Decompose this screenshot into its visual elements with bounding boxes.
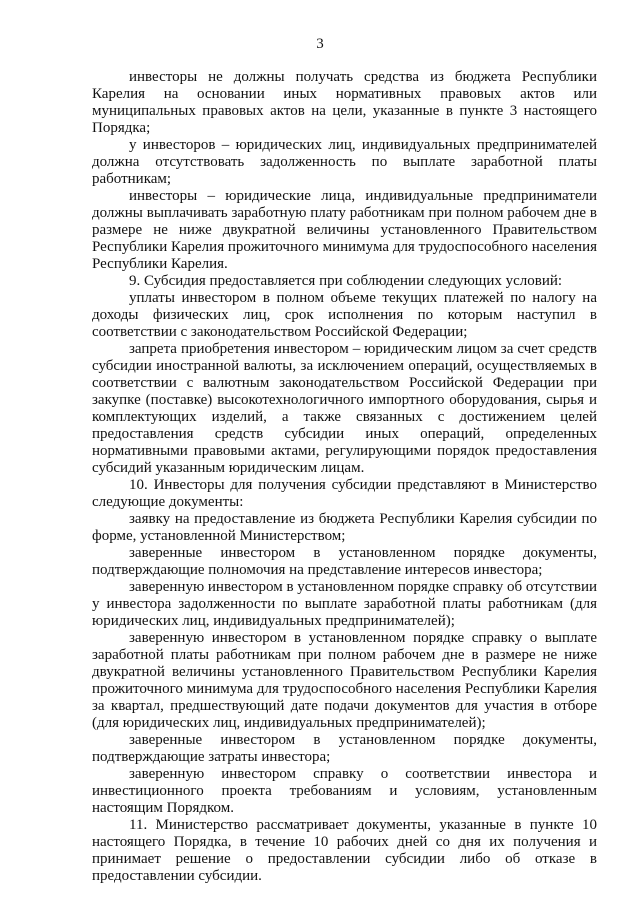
paragraph: инвесторы не должны получать средства из бюджета Республики Карелия на основании иных нормативных правовых актов или муниципальных правовых актов на цели, указанные в пункте 3 настоящего Порядка; bbox=[92, 69, 597, 136]
paragraph: 9. Субсидия предоставляется при соблюдении следующих условий: bbox=[129, 273, 563, 289]
page-number: 3 bbox=[316, 36, 324, 52]
paragraph: заверенную инвестором справку о соответствии инвестора и инвестиционного проекта требованиям и условиям, установленным настоящим Порядком. bbox=[92, 766, 597, 816]
paragraph: заверенную инвестором в установленном порядке справку об отсутствии у инвестора задолженности по выплате заработной платы работникам (для юридических лиц, индивидуальных предпринимателей); bbox=[92, 579, 598, 629]
paragraph: 11. Министерство рассматривает документы, указанные в пункте 10 настоящего Порядка, в течение 10 рабочих дней со дня их получения и принимает решение о предоставлении субсидии либо об отказе в предоставлении субсидии. bbox=[92, 817, 597, 884]
document-body bbox=[92, 69, 597, 885]
paragraph: уплаты инвестором в полном объеме текущих платежей по налогу на доходы физических лиц, срок исполнения по которым наступил в соответствии с законодательством Российской Федерации; bbox=[92, 290, 597, 340]
paragraph: запрета приобретения инвестором – юридическим лицом за счет средств субсидии иностранной валюты, за исключением операций, осуществляемых в соответствии с валютным законодательством Российской Федерации при закупке (поставке) высокотехнологичного импортного оборудования, сырья и комплектующих изделий, а также связанных с достижением целей предоставления средств субсидии иных операций, определенных нормативными правовыми актами, регулирующими порядок предоставления субсидий указанным юридическим лицам. bbox=[92, 341, 597, 476]
paragraph: инвесторы – юридические лица, индивидуальные предприниматели должны выплачивать заработную плату работникам при полном рабочем дне в размере не ниже двукратной величины установленного Правительством Республики Карелия прожиточного минимума для трудоспособного населения Республики Карелия. bbox=[92, 188, 597, 272]
paragraph: у инвесторов – юридических лиц, индивидуальных предпринимателей должна отсутствовать задолженность по выплате заработной платы работникам; bbox=[92, 137, 597, 187]
paragraph: 10. Инвесторы для получения субсидии представляют в Министерство следующие документы: bbox=[92, 477, 597, 510]
paragraph: заявку на предоставление из бюджета Республики Карелия субсидии по форме, установленной Министерством; bbox=[92, 511, 597, 544]
paragraph: заверенные инвестором в установленном порядке документы, подтверждающие затраты инвестора; bbox=[92, 732, 597, 765]
paragraph: заверенную инвестором в установленном порядке справку о выплате заработной платы работникам при полном рабочем дне в размере не ниже двукратной величины установленного Правительством Республики Карелия прожиточного минимума для трудоспособного населения Республики Карелия за квартал, предшествующий дате подачи документов для участия в отборе (для юридических лиц, индивидуальных предпринимателей); bbox=[92, 630, 597, 731]
paragraph: заверенные инвестором в установленном порядке документы, подтверждающие полномочия на представление интересов инвестора; bbox=[92, 545, 597, 578]
